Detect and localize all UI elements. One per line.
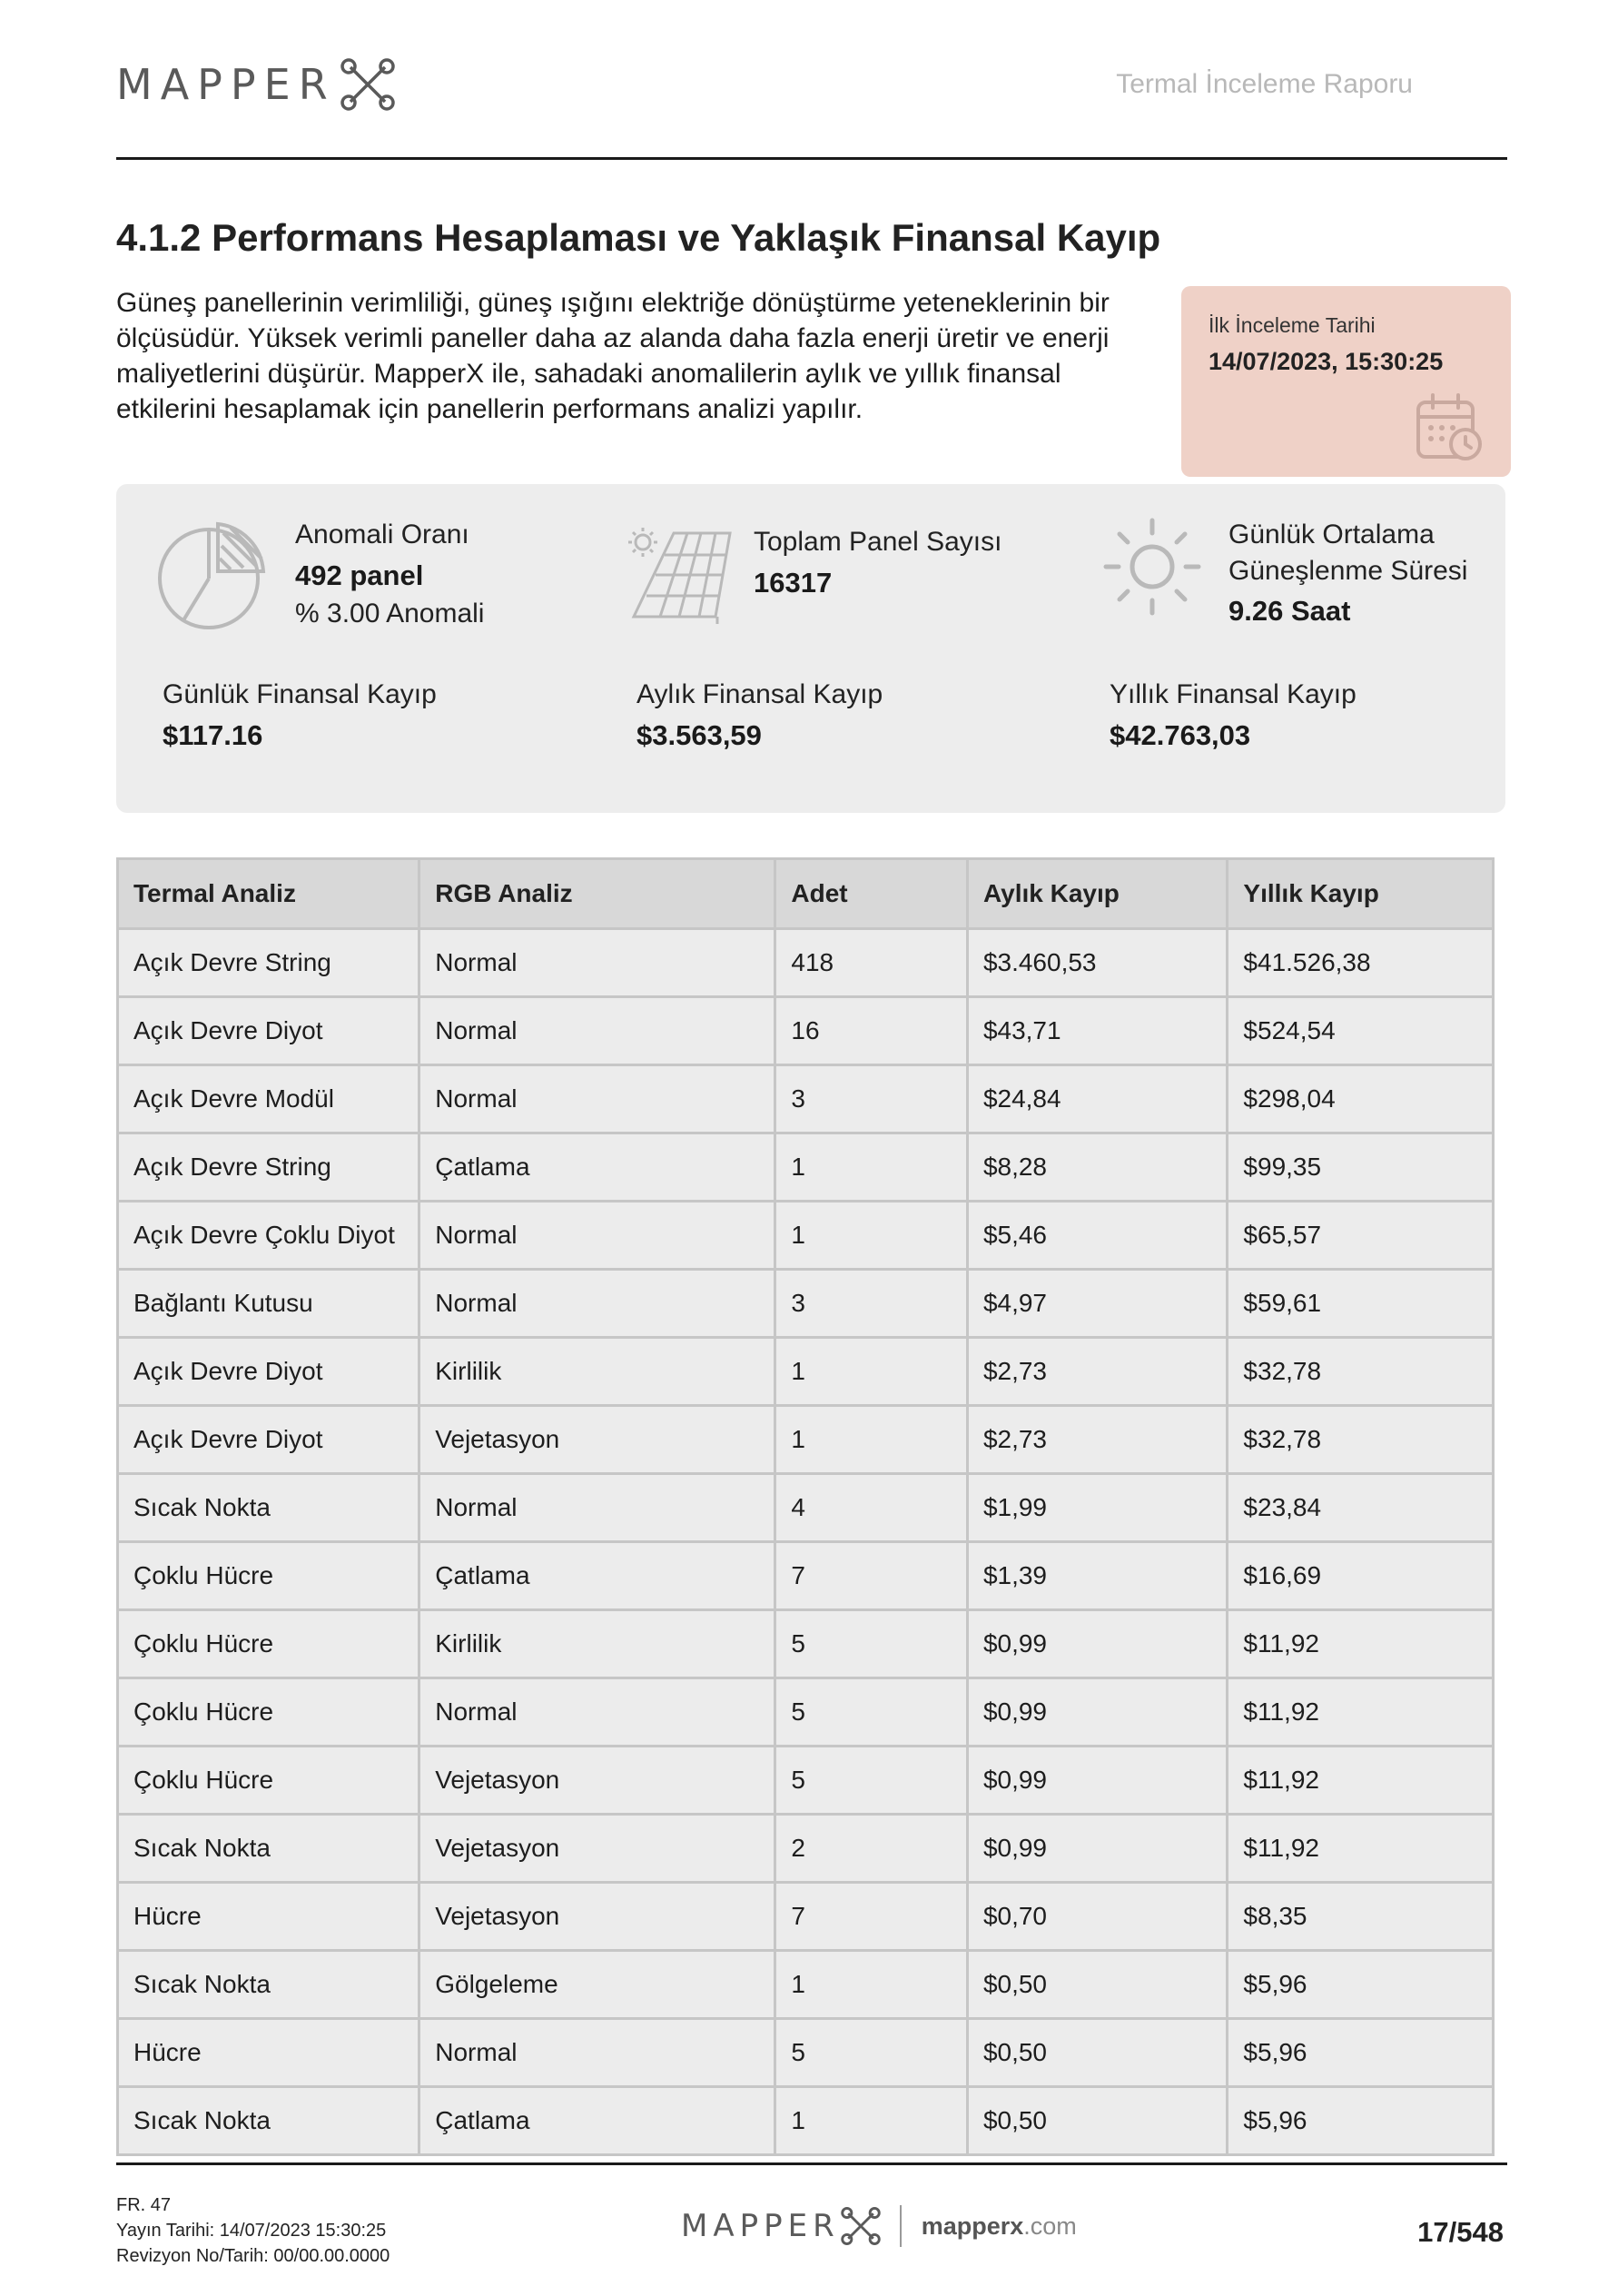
sunshine-label-line2: Güneşlenme Süresi xyxy=(1228,556,1468,586)
anomaly-label: Anomali Oranı xyxy=(295,520,469,549)
cell-count: 7 xyxy=(775,1542,968,1610)
cell-monthly: $8,28 xyxy=(967,1133,1227,1202)
inspection-date-card xyxy=(1181,286,1511,477)
cell-yearly: $16,69 xyxy=(1228,1542,1494,1610)
table-row xyxy=(118,1815,1494,1883)
loss-table xyxy=(116,857,1495,2156)
col-yearly-loss: Yıllık Kayıp xyxy=(1228,859,1494,929)
table-row xyxy=(118,1202,1494,1270)
cell-count: 1 xyxy=(775,2087,968,2155)
cell-thermal: Bağlantı Kutusu xyxy=(118,1270,419,1338)
revision-info: Revizyon No/Tarih: 00/00.00.0000 xyxy=(116,2246,390,2266)
cell-rgb: Normal xyxy=(419,1202,775,1270)
logo-text: MAPPER xyxy=(116,60,336,109)
cell-yearly: $524,54 xyxy=(1228,997,1494,1065)
cell-yearly: $298,04 xyxy=(1228,1065,1494,1133)
cell-thermal: Sıcak Nokta xyxy=(118,1815,419,1883)
table-row xyxy=(118,2087,1494,2155)
publish-date: Yayın Tarihi: 14/07/2023 15:30:25 xyxy=(116,2221,387,2241)
cell-thermal: Açık Devre Diyot xyxy=(118,1338,419,1406)
cell-rgb: Vejetasyon xyxy=(419,1406,775,1474)
inspection-date-label: İlk İnceleme Tarihi xyxy=(1209,313,1376,337)
cell-thermal: Açık Devre String xyxy=(118,929,419,997)
cell-rgb: Normal xyxy=(419,929,775,997)
cell-yearly: $32,78 xyxy=(1228,1338,1494,1406)
cell-count: 5 xyxy=(775,2019,968,2087)
cell-yearly: $5,96 xyxy=(1228,2019,1494,2087)
daily-loss-value: $117.16 xyxy=(163,719,263,751)
col-thermal: Termal Analiz xyxy=(118,859,419,929)
cell-thermal: Açık Devre Çoklu Diyot xyxy=(118,1202,419,1270)
monthly-loss-label: Aylık Finansal Kayıp xyxy=(636,679,883,709)
yearly-loss-value: $42.763,03 xyxy=(1110,719,1251,751)
cell-yearly: $5,96 xyxy=(1228,2087,1494,2155)
panel-count-label: Toplam Panel Sayısı xyxy=(754,527,1002,557)
cell-count: 3 xyxy=(775,1065,968,1133)
cell-monthly: $5,46 xyxy=(967,1202,1227,1270)
panel-count-value: 16317 xyxy=(754,567,833,599)
cell-thermal: Açık Devre String xyxy=(118,1133,419,1202)
table-row xyxy=(118,997,1494,1065)
cell-rgb: Normal xyxy=(419,1065,775,1133)
cell-yearly: $11,92 xyxy=(1228,1610,1494,1678)
cell-count: 1 xyxy=(775,1406,968,1474)
cell-yearly: $41.526,38 xyxy=(1228,929,1494,997)
page-number: 17/548 xyxy=(1417,2216,1504,2248)
monthly-loss-stat xyxy=(636,677,883,754)
cell-monthly: $0,99 xyxy=(967,1610,1227,1678)
website-link[interactable] xyxy=(922,2212,1077,2241)
solar-panel-icon xyxy=(628,526,737,626)
cell-yearly: $5,96 xyxy=(1228,1951,1494,2019)
cell-rgb: Normal xyxy=(419,2019,775,2087)
cell-monthly: $3.460,53 xyxy=(967,929,1227,997)
cell-count: 1 xyxy=(775,1951,968,2019)
cell-monthly: $0,70 xyxy=(967,1883,1227,1951)
page-footer xyxy=(116,2162,1507,2281)
panel-count-stat xyxy=(754,524,1001,601)
cell-monthly: $0,99 xyxy=(967,1678,1227,1747)
cell-rgb: Normal xyxy=(419,1474,775,1542)
cell-yearly: $59,61 xyxy=(1228,1270,1494,1338)
table-row xyxy=(118,1338,1494,1406)
cell-rgb: Vejetasyon xyxy=(419,1883,775,1951)
cell-monthly: $1,39 xyxy=(967,1542,1227,1610)
cell-yearly: $11,92 xyxy=(1228,1678,1494,1747)
cell-rgb: Gölgeleme xyxy=(419,1951,775,2019)
cell-rgb: Vejetasyon xyxy=(419,1815,775,1883)
cell-thermal: Sıcak Nokta xyxy=(118,1474,419,1542)
cell-count: 16 xyxy=(775,997,968,1065)
table-row xyxy=(118,1133,1494,1202)
cell-rgb: Normal xyxy=(419,997,775,1065)
cell-count: 4 xyxy=(775,1474,968,1542)
cell-monthly: $0,50 xyxy=(967,1951,1227,2019)
cell-rgb: Vejetasyon xyxy=(419,1747,775,1815)
cell-count: 1 xyxy=(775,1202,968,1270)
cell-monthly: $0,50 xyxy=(967,2087,1227,2155)
cell-monthly: $2,73 xyxy=(967,1406,1227,1474)
cell-count: 5 xyxy=(775,1610,968,1678)
cell-yearly: $99,35 xyxy=(1228,1133,1494,1202)
table-row xyxy=(118,1678,1494,1747)
table-row xyxy=(118,1747,1494,1815)
mapperx-x-icon xyxy=(340,58,396,111)
col-count: Adet xyxy=(775,859,968,929)
yearly-loss-stat xyxy=(1110,677,1357,754)
cell-count: 418 xyxy=(775,929,968,997)
table-row xyxy=(118,1610,1494,1678)
table-row xyxy=(118,1951,1494,2019)
inspection-date-value: 14/07/2023, 15:30:25 xyxy=(1209,348,1444,375)
page-header xyxy=(116,53,1507,160)
cell-rgb: Kirlilik xyxy=(419,1610,775,1678)
cell-thermal: Hücre xyxy=(118,1883,419,1951)
monthly-loss-value: $3.563,59 xyxy=(636,719,762,751)
cell-rgb: Normal xyxy=(419,1270,775,1338)
footer-meta xyxy=(116,2192,390,2269)
cell-thermal: Sıcak Nokta xyxy=(118,2087,419,2155)
cell-count: 5 xyxy=(775,1747,968,1815)
yearly-loss-label: Yıllık Finansal Kayıp xyxy=(1110,679,1357,709)
cell-count: 2 xyxy=(775,1815,968,1883)
cell-thermal: Açık Devre Modül xyxy=(118,1065,419,1133)
cell-monthly: $0,99 xyxy=(967,1815,1227,1883)
anomaly-stat xyxy=(295,517,484,634)
table-body xyxy=(118,929,1494,2155)
table-row xyxy=(118,1883,1494,1951)
table-row xyxy=(118,1065,1494,1133)
cell-yearly: $32,78 xyxy=(1228,1406,1494,1474)
cell-rgb: Normal xyxy=(419,1678,775,1747)
footer-brand xyxy=(681,2205,1077,2247)
cell-yearly: $8,35 xyxy=(1228,1883,1494,1951)
sun-icon xyxy=(1102,517,1202,617)
cell-thermal: Çoklu Hücre xyxy=(118,1747,419,1815)
table-row xyxy=(118,1542,1494,1610)
table-row xyxy=(118,1270,1494,1338)
cell-rgb: Kirlilik xyxy=(419,1338,775,1406)
cell-count: 1 xyxy=(775,1133,968,1202)
mapperx-x-icon xyxy=(840,2207,882,2245)
cell-thermal: Çoklu Hücre xyxy=(118,1610,419,1678)
cell-monthly: $0,50 xyxy=(967,2019,1227,2087)
sunshine-value: 9.26 Saat xyxy=(1228,595,1351,627)
summary-panel xyxy=(116,484,1505,813)
pie-chart-icon xyxy=(156,520,269,633)
cell-monthly: $1,99 xyxy=(967,1474,1227,1542)
cell-yearly: $11,92 xyxy=(1228,1747,1494,1815)
cell-monthly: $24,84 xyxy=(967,1065,1227,1133)
cell-monthly: $43,71 xyxy=(967,997,1227,1065)
footer-logo-text: MAPPER xyxy=(681,2208,840,2244)
col-monthly-loss: Aylık Kayıp xyxy=(967,859,1227,929)
daily-loss-label: Günlük Finansal Kayıp xyxy=(163,679,437,709)
website-domain: mapperx xyxy=(921,2212,1024,2240)
cell-thermal: Çoklu Hücre xyxy=(118,1678,419,1747)
table-row xyxy=(118,929,1494,997)
cell-thermal: Sıcak Nokta xyxy=(118,1951,419,2019)
website-tld: .com xyxy=(1023,2212,1077,2240)
footer-divider xyxy=(900,2205,902,2247)
cell-monthly: $4,97 xyxy=(967,1270,1227,1338)
section-title: 4.1.2 Performans Hesaplaması ve Yaklaşık Finansal Kayıp xyxy=(116,216,1161,259)
cell-yearly: $65,57 xyxy=(1228,1202,1494,1270)
anomaly-sub: % 3.00 Anomali xyxy=(295,599,485,628)
cell-monthly: $2,73 xyxy=(967,1338,1227,1406)
cell-thermal: Çoklu Hücre xyxy=(118,1542,419,1610)
form-number: FR. 47 xyxy=(116,2195,172,2215)
table-row xyxy=(118,1474,1494,1542)
sunshine-label-line1: Günlük Ortalama xyxy=(1228,520,1435,549)
cell-count: 1 xyxy=(775,1338,968,1406)
cell-thermal: Açık Devre Diyot xyxy=(118,997,419,1065)
table-header-row xyxy=(118,859,1494,929)
table-row xyxy=(118,2019,1494,2087)
cell-thermal: Açık Devre Diyot xyxy=(118,1406,419,1474)
table-row xyxy=(118,1406,1494,1474)
intro-paragraph: Güneş panellerinin verimliliği, güneş ışığını elektriğe dönüştürme yeteneklerinin bir ölçüsüdür. Yüksek verimli paneller daha az alanda daha fazla enerji üretir ve enerji maliyetlerini düşürür. MapperX ile, sahadaki anomalilerin aylık ve yıllık finansal etkilerini hesaplamak için panellerin performans analizi yapılır. xyxy=(116,288,1110,424)
cell-yearly: $11,92 xyxy=(1228,1815,1494,1883)
cell-rgb: Çatlama xyxy=(419,1133,775,1202)
cell-count: 5 xyxy=(775,1678,968,1747)
anomaly-value: 492 panel xyxy=(295,559,424,591)
cell-rgb: Çatlama xyxy=(419,2087,775,2155)
cell-count: 3 xyxy=(775,1270,968,1338)
cell-thermal: Hücre xyxy=(118,2019,419,2087)
cell-rgb: Çatlama xyxy=(419,1542,775,1610)
cell-yearly: $23,84 xyxy=(1228,1474,1494,1542)
daily-loss-stat xyxy=(163,677,437,754)
calendar-clock-icon xyxy=(1413,391,1485,464)
col-rgb: RGB Analiz xyxy=(419,859,775,929)
report-title: Termal İnceleme Raporu xyxy=(1116,69,1413,99)
sunshine-stat xyxy=(1228,517,1467,629)
cell-count: 7 xyxy=(775,1883,968,1951)
cell-monthly: $0,99 xyxy=(967,1747,1227,1815)
mapperx-logo xyxy=(116,58,396,111)
